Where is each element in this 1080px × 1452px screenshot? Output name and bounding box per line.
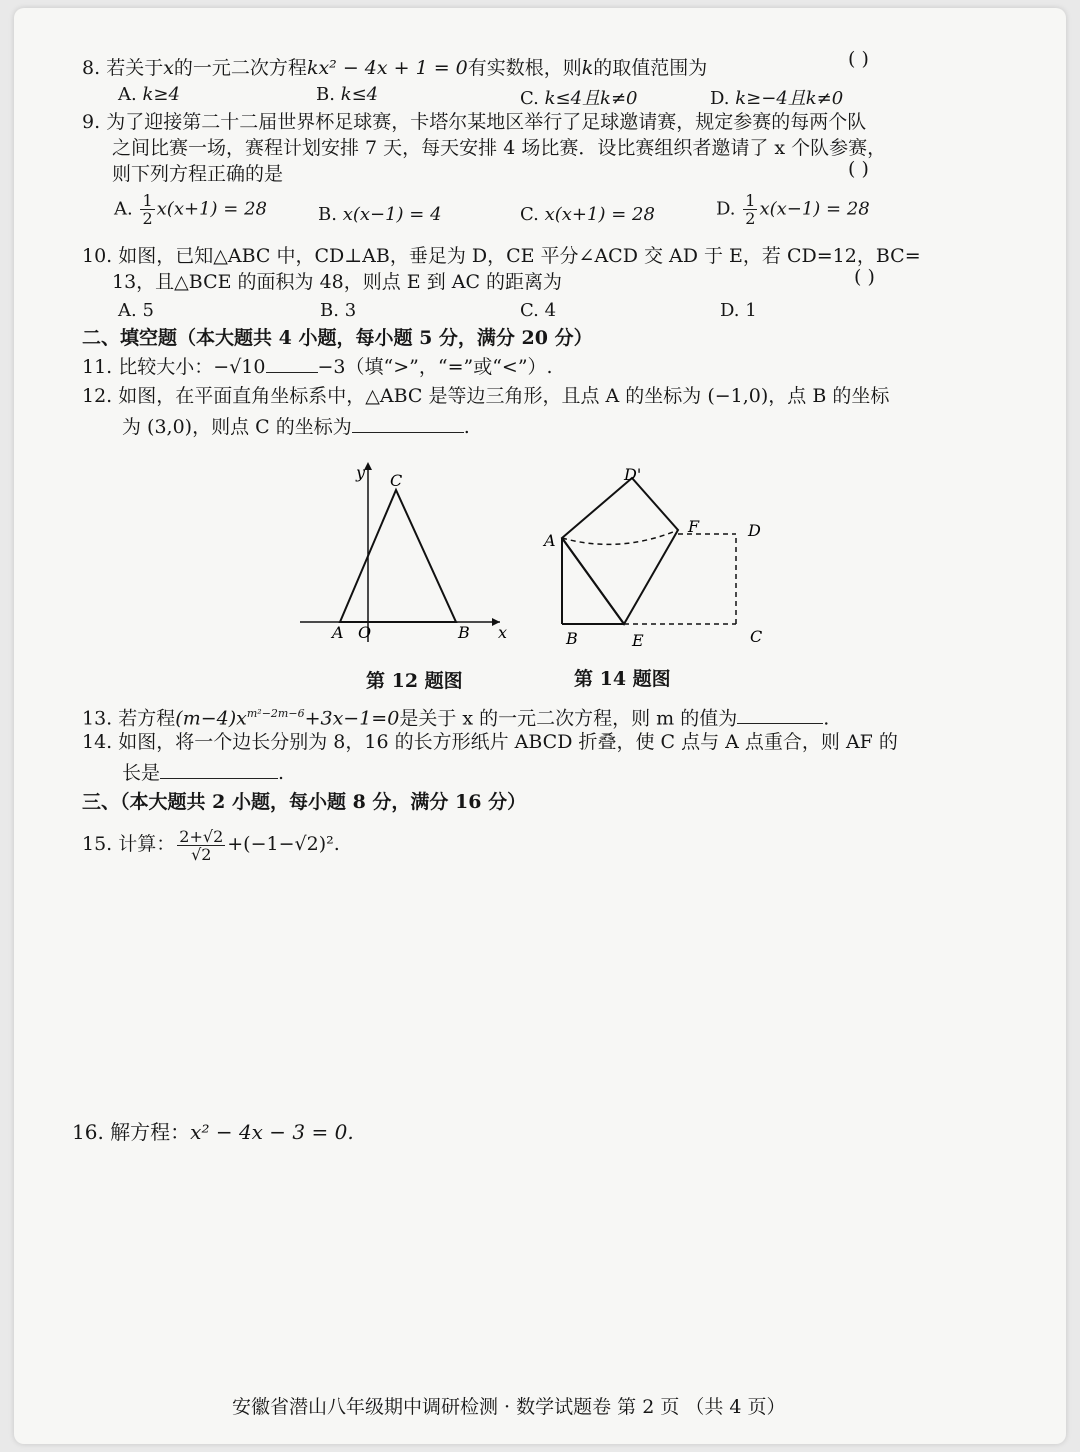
q10-option-b: B. 3 [320,300,357,321]
q9-line3: 则下列方程正确的是 [112,163,284,185]
folded-part [562,478,678,624]
q16-equation: x² − 4x − 3 = 0. [190,1120,354,1144]
label-x: x [498,623,508,642]
label-a: A [332,623,344,642]
q9-option-a: A. $\frac{1}{2}$ x(x+1) = 28 [114,191,267,228]
q8-stem-a: 若关于 [106,57,164,79]
q15-fraction-numerator: 2+√2 [179,826,224,846]
triangle-abc [340,490,456,622]
q11-number: 11. [82,356,113,378]
q8-var-k: k [581,57,594,79]
q8-stem [82,56,707,80]
q9-line1: 9. 为了迎接第二十二届世界杯足球赛，卡塔尔某地区举行了足球邀请赛，规定参赛的每两个队 [82,111,867,133]
q12-line1: 12. 如图，在平面直角坐标系中，△ABC 是等边三角形，且点 A 的坐标为 (−1,0)，点 B 的坐标 [82,385,890,407]
segment-ae [562,538,624,624]
label-b: B [458,623,470,642]
q10-number: 10. [82,245,113,267]
q13-exponent: m²−2m−6 [246,707,305,720]
q10-option-d: D. 1 [720,300,757,321]
section3-title: 三、（本大题共 2 小题，每小题 8 分，满分 16 分） [82,791,527,813]
q8-option-d: D. k≥−4且k≠0 [710,88,844,109]
label-e: E [632,631,644,650]
y-axis-arrow [364,462,372,470]
label-c: C [750,627,763,646]
q14-answer-blank[interactable] [160,760,278,779]
q10-answer-paren: ( ) [854,266,875,288]
q15-fraction-denominator: √2 [191,844,212,864]
segment-af [562,530,678,544]
exam-page [14,8,1066,1444]
q9-line2: 之间比赛一场，赛程计划安排 7 天，每天安排 4 场比赛．设比赛组织者邀请了 x 个队参赛， [112,137,887,159]
q8-option-a: A. k≥4 [118,84,180,105]
q10-line2: 13，且△BCE 的面积为 48，则点 E 到 AC 的距离为 [112,271,563,293]
figure-12 [300,456,510,646]
q15-expression-rest: +(−1−√2)². [227,833,340,855]
q11: 11. 比较大小：−√10 −3（填“>”，“=”或“<”）. [82,356,553,378]
q15: 15. 计算： $\frac{2+√2}{√2}$ +(−1−√2)². [82,826,340,864]
q11-answer-blank[interactable] [266,354,318,373]
label-b: B [566,629,578,648]
q9-answer-paren: ( ) [848,158,869,180]
q14-line1: 14. 如图，将一个边长分别为 8，16 的长方形纸片 ABCD 折叠，使 C 点与 A 点重合，则 AF 的 [82,731,898,753]
section2-title: 二、填空题（本大题共 4 小题，每小题 5 分，满分 20 分） [82,327,593,349]
q16-number: 16. [72,1120,104,1144]
figure-14-caption: 第 14 题图 [574,668,671,690]
q13: 13. 若方程$(m-4)x^{m^2-2m-6}+3x-1=0$是关于 x 的一元二次方程，则 m 的值为 . [82,707,830,730]
q8-option-c: C. k≤4且k≠0 [520,88,638,109]
q8-stem-d: 的取值范围为 [593,57,708,79]
q8-number: 8. [82,57,101,79]
q13-number: 13. [82,707,113,730]
figure-14 [540,460,780,650]
q9-option-c: C. x(x+1) = 28 [520,204,655,225]
figure-12-caption: 第 12 题图 [366,670,463,692]
q8-equation: kx² − 4x + 1 = 0 [306,57,468,79]
q8-option-b: B. k≤4 [316,84,379,105]
q16: 16. 解方程：x² − 4x − 3 = 0. [72,1120,354,1144]
q15-number: 15. [82,833,113,855]
q13-equation-a: (m−4)x [175,707,247,730]
q10-option-c: C. 4 [520,300,557,321]
label-c: C [390,471,403,490]
q14-line2: 长是 . [122,762,285,784]
q14-number: 14. [82,731,113,753]
q8-stem-c: 有实数根，则 [467,57,582,79]
q8-stem-b: 的一元二次方程 [173,57,307,79]
label-d: D [748,521,761,540]
q10-line1: 10. 如图，已知△ABC 中，CD⊥AB，垂足为 D，CE 平分∠ACD 交 AD 于 E，若 CD=12，BC= [82,245,921,267]
label-o: O [358,623,372,642]
q10-option-a: A. 5 [118,300,154,321]
q8-var-x: x [163,57,174,79]
q9-option-d: D. $\frac{1}{2}$ x(x−1) = 28 [716,191,870,228]
q13-equation-b: +3x−1=0 [304,707,400,730]
q9-number: 9. [82,111,101,133]
q9-option-b: B. x(x−1) = 4 [318,204,442,225]
q12-number: 12. [82,385,113,407]
q12-line2: 为 (3,0)，则点 C 的坐标为 . [122,416,470,438]
label-f: F [688,517,700,536]
q12-answer-blank[interactable] [352,414,464,433]
label-d-prime: D' [624,465,642,484]
label-a: A [544,531,556,550]
q8-answer-paren: ( ) [848,48,869,70]
page-footer: 安徽省潜山八年级期中调研检测 · 数学试题卷 第 2 页 （共 4 页） [232,1396,786,1418]
label-y: y [356,463,366,482]
q13-answer-blank[interactable] [737,705,823,724]
q11-expression: −√10 [213,356,266,378]
